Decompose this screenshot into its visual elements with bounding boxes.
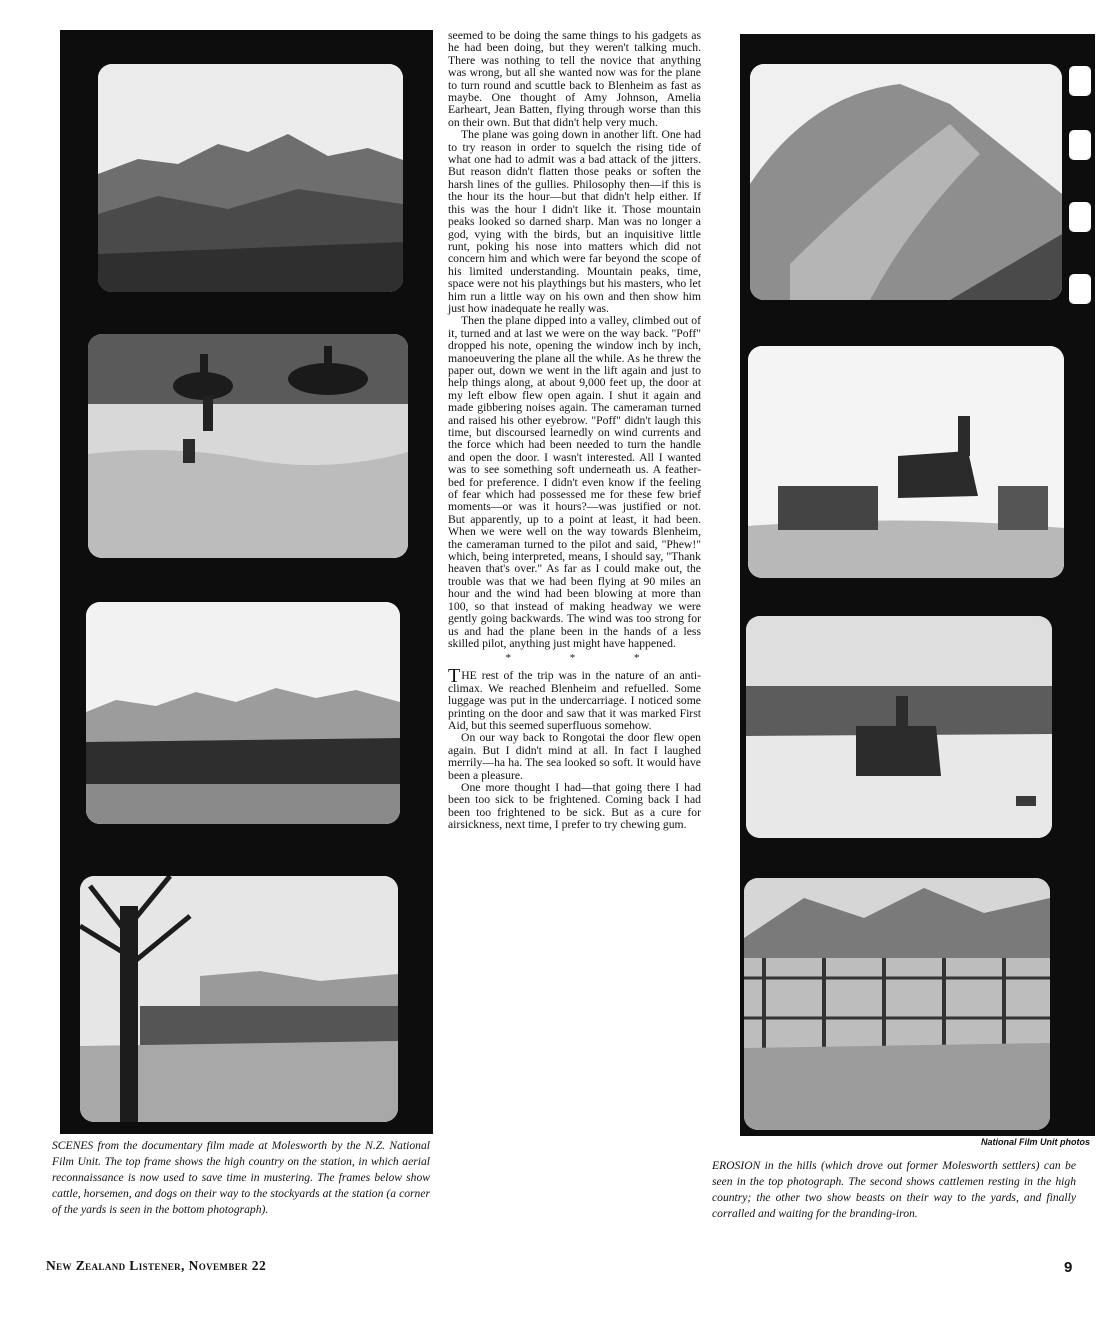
sprocket-hole bbox=[1069, 66, 1091, 96]
article-paragraph: One more thought I had—that going there I had been too sick to be frightened. Coming back I had been too frightened to be sick. But as a cure for airsickness, next time, I prefer to try chewing gum. bbox=[448, 780, 701, 832]
corralled-cattle-photo bbox=[744, 878, 1050, 1130]
cattle-plain-mountains-photo bbox=[86, 602, 400, 824]
article-paragraph: Then the plane dipped into a valley, climbed out of it, turned and at last we were on the way back. "Poff" dropped his note, opening the window inch by inch, manoeuvering the plane all the while. As he threw the paper out, down we went in the lift again and just to help things along, at about 9,000 feet up, the door at my left elbow flew open again. I shut it again and made gibbering noises again. The cameraman turned and raised his other eyebrow. "Poff" didn't laugh this time, but discoursed learnedly on wind currents and the force which had been needed to turn the handle and open the door. I wasn't interested. All I wanted was to see something soft underneath us. A feather-bed for preference. I didn't even know if the feeling of fear which had possessed me for these few brief moments—or was it hours?—was justified or not. But apparently, up to a point at least, it had been. When we were well on the way towards Blenheim, the cameraman turned to the pilot and said, "Phew!" which, being interpreted, means, I should say, "Thank heaven that's over." As far as I could make out, the trouble was that we had been flying at 90 miles an hour and the wind had been blowing at more than 100, so that instead of making headway we were gently going backwards. The wind was too strong for us and had the plane been in the hands of a less skilled pilot, anything just might have happened. bbox=[448, 314, 701, 650]
right-photo-caption: EROSION in the hills (which drove out former Molesworth settlers) can be seen in the top photograph. The second shows cattlemen resting in the high country; the other two show beasts on their way to the yards, and finally corralled and waiting for the branding-iron. bbox=[712, 1159, 1076, 1220]
article-paragraph bbox=[448, 665, 701, 732]
article-paragraph: The plane was going down in another lift. One had to try reason in order to squelch the rising tide of what one had to admit was a bad attack of the jitters. But reason didn't flatten those peaks or soften the harsh lines of the gullies. Philosophy then—if this is the hour its the hour—but that didn't help either. If this was the hour I didn't like it. Those mountain peaks looked so darned sharp. Man was no longer a god, vying with the birds, but an inquisitive little runt, poking his nose into matters which did not concern him and which were far beyond the scope of his limited understanding. Mountain peaks, time, space were not his playthings but his masters, who let him run a little way on his own and then show him just how inadequate he really was. bbox=[448, 128, 701, 315]
article-body bbox=[448, 30, 701, 832]
film-strip-right bbox=[740, 34, 1095, 1136]
article-paragraph: seemed to be doing the same things to his gadgets as he had been doing, but they weren't talking much. There was nothing to tell the novice that anything was wrong, but all she wanted now was for the plane to turn round and scuttle back to Blenheim as fast as maybe. One thought of Amy Johnson, Amelia Earheart, Jean Batten, flying through worse than this on their own. But that didn't help very much. bbox=[448, 29, 701, 129]
horseman-cattle-dog-photo bbox=[746, 616, 1052, 838]
tree-stockyard-photo bbox=[80, 876, 398, 1122]
sprocket-hole bbox=[1069, 130, 1091, 160]
sprocket-hole bbox=[1069, 274, 1091, 304]
horsemen-river-crossing-photo bbox=[88, 334, 408, 558]
sprocket-hole bbox=[1069, 202, 1091, 232]
photo-credit: National Film Unit photos bbox=[981, 1137, 1090, 1147]
publication-footer: New Zealand Listener, November 22 bbox=[46, 1258, 267, 1273]
article-paragraph-text: HE rest of the trip was in the nature of an anti-climax. We reached Blenheim and refuelled. Some luggage was put in the undercarriage. I noticed some printing on the door and saw that it was marked First Aid, but this seemed superfluous somehow. bbox=[448, 669, 701, 732]
left-photo-caption: SCENES from the documentary film made at Molesworth by the N.Z. National Film Unit. The top frame shows the high country on the station, in which aerial reconnaissance is now used to save time in mustering. The frames below show cattle, horsemen, and dogs on their way to the stockyards at the station (a corner of the yards is seen in the bottom photograph). bbox=[52, 1139, 430, 1216]
page-number: 9 bbox=[1064, 1259, 1073, 1276]
mountain-range-photo bbox=[98, 64, 403, 292]
article-paragraph: On our way back to Rongotai the door flew open again. But I didn't mind at all. In fact I laughed merrily—ha ha. The sea looked so soft. It would have been a pleasure. bbox=[448, 731, 701, 782]
cattlemen-resting-photo bbox=[748, 346, 1064, 578]
section-divider: * * * bbox=[505, 652, 668, 665]
eroded-hillside-photo bbox=[750, 64, 1062, 300]
film-strip-left bbox=[60, 30, 433, 1134]
drop-cap: T bbox=[448, 665, 461, 688]
